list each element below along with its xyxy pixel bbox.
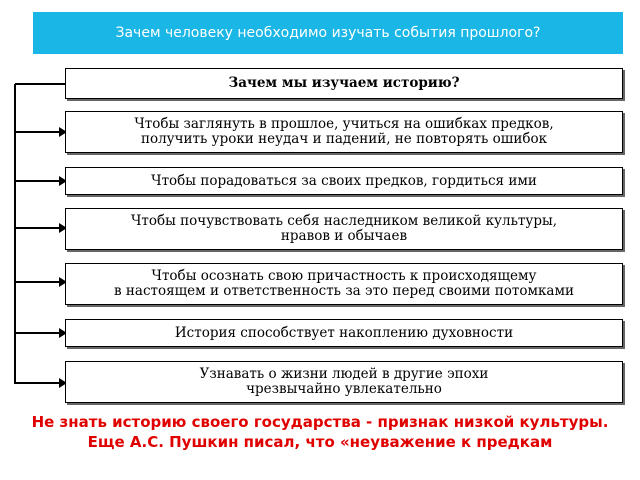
- arrow-4: [15, 281, 59, 283]
- vertical-connector-line: [14, 84, 16, 384]
- arrow-3: [15, 227, 59, 229]
- arrow-1: [15, 131, 59, 133]
- reason-box-5: [65, 319, 623, 347]
- reason-box-6: [65, 361, 623, 403]
- slide-title-text: Зачем человеку необходимо изучать события прошлого?: [115, 25, 541, 41]
- diagram-heading: Зачем мы изучаем историю?: [228, 75, 460, 91]
- footer-note: Не знать историю своего государства - признак низкой культуры. Еще А.С. Пушкин писал, что «неуважение к предкам: [31, 413, 609, 451]
- arrow-5: [15, 332, 59, 334]
- reason-text-5: История способствует накоплению духовности: [174, 324, 514, 341]
- reason-text-4: Чтобы осознать свою причастность к происходящему в настоящем и ответственность за это перед своими потомками: [114, 268, 574, 299]
- reason-box-3: [65, 208, 623, 250]
- reason-box-4: [65, 263, 623, 305]
- reason-text-1: Чтобы заглянуть в прошлое, учиться на ошибках предков, получить уроки неудач и падений, не повторять ошибок: [134, 116, 554, 147]
- reason-box-1: [65, 111, 623, 153]
- arrow-2: [15, 180, 59, 182]
- reason-text-2: Чтобы порадоваться за своих предков, гордиться ими: [151, 172, 537, 189]
- diagram-heading-box: [65, 68, 623, 99]
- reason-box-2: [65, 167, 623, 195]
- arrow-6: [15, 382, 59, 384]
- heading-connector-line: [15, 83, 65, 85]
- reason-text-6: Узнавать о жизни людей в другие эпохи чрезвычайно увлекательно: [199, 366, 489, 397]
- reason-text-3: Чтобы почувствовать себя наследником великой культуры, нравов и обычаев: [130, 213, 558, 244]
